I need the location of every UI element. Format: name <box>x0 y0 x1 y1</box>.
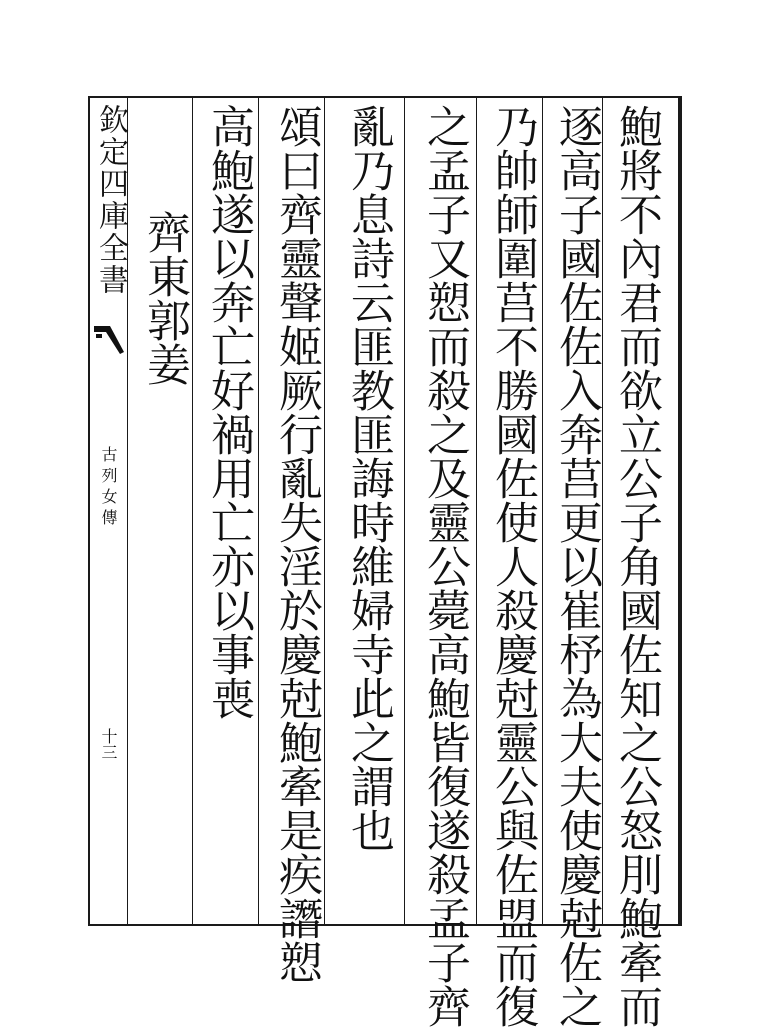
fishtail-mark-icon <box>92 322 126 358</box>
text-column-5: 亂乃息詩云匪教匪誨時維婦寺此之謂也 <box>343 104 394 852</box>
column-divider <box>324 98 325 924</box>
column-divider <box>258 98 259 924</box>
chapter-heading: 齊東郭姜 <box>139 210 190 386</box>
book-title: 欽定四庫全書 <box>93 104 128 296</box>
column-divider <box>192 98 193 924</box>
text-column-3: 乃帥師圍莒不勝國佐使人殺慶尅靈公與佐盟而復 <box>487 104 538 1028</box>
column-divider <box>476 98 477 924</box>
text-column-1: 鮑將不內君而欲立公子角國佐知之公怒刖鮑牽而 <box>611 104 662 1028</box>
column-divider <box>542 98 543 924</box>
page-number: 十三 <box>99 728 118 760</box>
volume-title: 古列女傳 <box>99 446 118 530</box>
text-column-6: 頌曰齊靈聲姬厥行亂失淫於慶尅鮑牽是疾譖愬 <box>271 104 322 984</box>
column-divider <box>404 98 405 924</box>
text-column-2: 逐高子國佐佐入奔莒更以崔杼為大夫使慶尅佐之 <box>551 104 602 1028</box>
frame-right-border <box>678 96 681 926</box>
text-column-4: 之孟子又愬而殺之及靈公薨高鮑皆復遂殺孟子齊 <box>419 104 470 1028</box>
text-column-7: 高鮑遂以奔亡好禍用亡亦以事喪 <box>203 104 254 720</box>
